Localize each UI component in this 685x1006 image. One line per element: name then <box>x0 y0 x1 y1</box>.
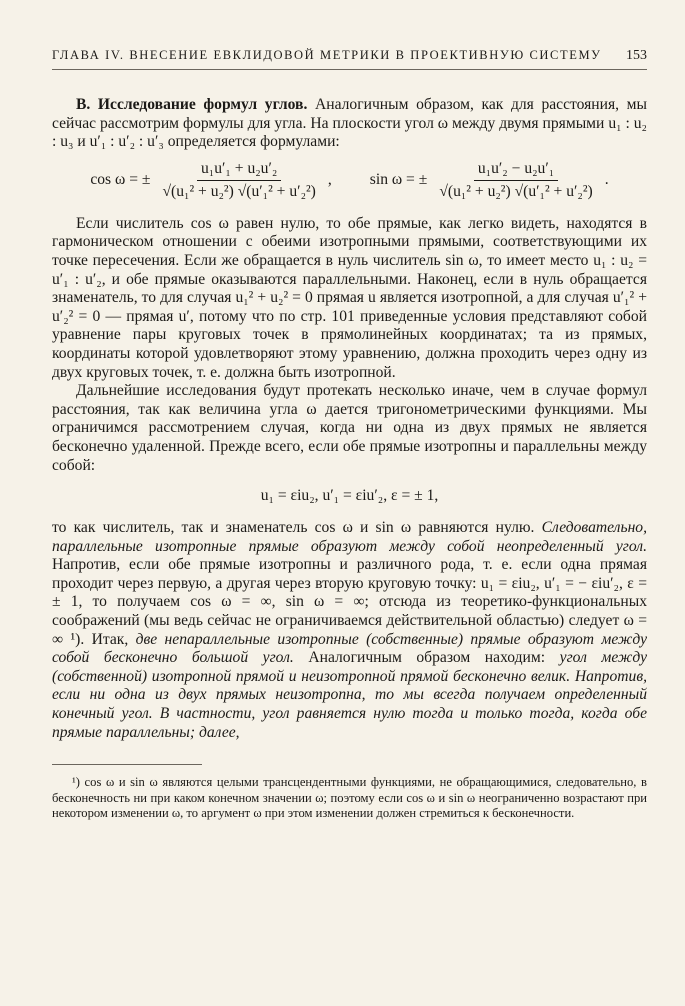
para3-emphasis-1: Следовательно, параллельные изотропные прямые образуют между собой неопределенный угол. <box>52 519 647 555</box>
sin-fraction <box>435 160 596 201</box>
cos-lhs: cos ω = ± <box>90 171 151 189</box>
footnote: ¹) cos ω и sin ω являются целыми трансцендентными функциями, не обращающимися, следовательно, в бесконечность ни при каком конечном значении ω; поэтому если cos ω и sin ω неограниченно возрастают при некотором изменении ω, то аргумент ω при этом изменении должен стремиться к бесконечности. <box>52 775 647 821</box>
cos-numerator: u₁u′₁ + u₂u′₂ <box>197 160 281 181</box>
footnote-rule <box>52 764 202 765</box>
para3-text-b: Напротив, если обе прямые изотропны и различного рода, т. е. если одна прямая проходит через первую, а другая через вторую круговую точку: u₁ = εiu₂, u′₁ = − εiu′₂, ε = ± 1, то получаем cos ω = ∞, sin ω = ∞; отсюда из теоретико-функциональных соображений (мы ведь сейчас не ограничиваемся действительной областью) следует ω = ∞ ¹). Итак, <box>52 556 647 648</box>
paragraph-1: Если числитель cos ω равен нулю, то обе прямые, как легко видеть, находятся в гармоническом отношении с обеими изотропными прямыми, соответствующими их точке пересечения. Если же обращается в нуль числитель sin ω, то имеет место u₁ : u₂ = u′₁ : u′₂, и обе прямые оказываются параллельными. Наконец, если в нуль обращается знаменатель, то для случая u₁² + u₂² = 0 прямая u является изотропной, а для случая u′₁² + u′₂² = 0 — прямая u′, потому что по стр. 101 приведенные условия представляют собой уравнение пары круговых точек в прямолинейных координатах; та из прямых, координаты которой удовлетворяют этому уравнению, должна проходить через одну из двух круговых точек, т. е. должна быть изотропной. <box>52 214 647 381</box>
isotropic-formula: u₁ = εiu₂, u′₁ = εiu′₂, ε = ± 1, <box>260 487 439 505</box>
para3-text-a: то как числитель, так и знаменатель cos ω и sin ω равняются нулю. <box>52 519 542 537</box>
para3-emphasis-2: две непараллельные изотропные (собственные) прямые образуют между собой бесконечно большой угол. <box>52 630 647 667</box>
section-title: B. Исследование формул углов. <box>76 96 308 113</box>
cos-trail: , <box>327 171 332 189</box>
angle-formulas <box>52 160 647 201</box>
cos-denominator: √(u₁² + u₂²) √(u′₁² + u′₂²) <box>162 182 316 200</box>
section-intro-text: Аналогичным образом, как для расстояния, мы сейчас рассмотрим формулы для угла. На плоскости угол ω между двумя прямыми u₁ : u₂ : u₃ и u′₁ : u′₂ : u′₃ определяется формулами: <box>52 96 648 151</box>
cos-fraction <box>158 160 319 201</box>
sin-formula <box>370 160 609 201</box>
sin-trail: . <box>604 171 609 189</box>
cos-formula <box>90 160 331 201</box>
para3-text-c: Аналогичным образом находим: <box>293 649 560 667</box>
sin-numerator: u₁u′₂ − u₂u′₁ <box>474 160 558 181</box>
sin-lhs: sin ω = ± <box>369 171 428 189</box>
running-head <box>52 48 647 70</box>
section-intro <box>52 96 647 152</box>
paragraph-3 <box>52 519 647 742</box>
paragraph-2: Дальнейшие исследования будут протекать несколько иначе, чем в случае формул расстояния, так как величина угла ω дается тригонометрическими функциями. Мы ограничимся рассмотрением случая, когда ни одна из двух прямых не является бесконечно удаленной. Прежде всего, если обе прямые изотропны и параллельны между собой: <box>52 382 647 474</box>
running-title: ГЛАВА IV. ВНЕСЕНИЕ ЕВКЛИДОВОЙ МЕТРИКИ В ПРОЕКТИВНУЮ СИСТЕМУ <box>52 48 602 62</box>
page-number: 153 <box>626 48 647 63</box>
para3-emphasis-3: угол между (собственной) изотропной прямой и неизотропной прямой бесконечно велик. Напротив, если ни одна из двух прямых неизотропна, то мы всегда получаем определенный конечный угол. В частности, угол равняется нулю тогда и только тогда, когда обе прямые параллельны; далее, <box>52 649 647 741</box>
sin-denominator: √(u₁² + u₂²) √(u′₁² + u′₂²) <box>439 182 593 200</box>
